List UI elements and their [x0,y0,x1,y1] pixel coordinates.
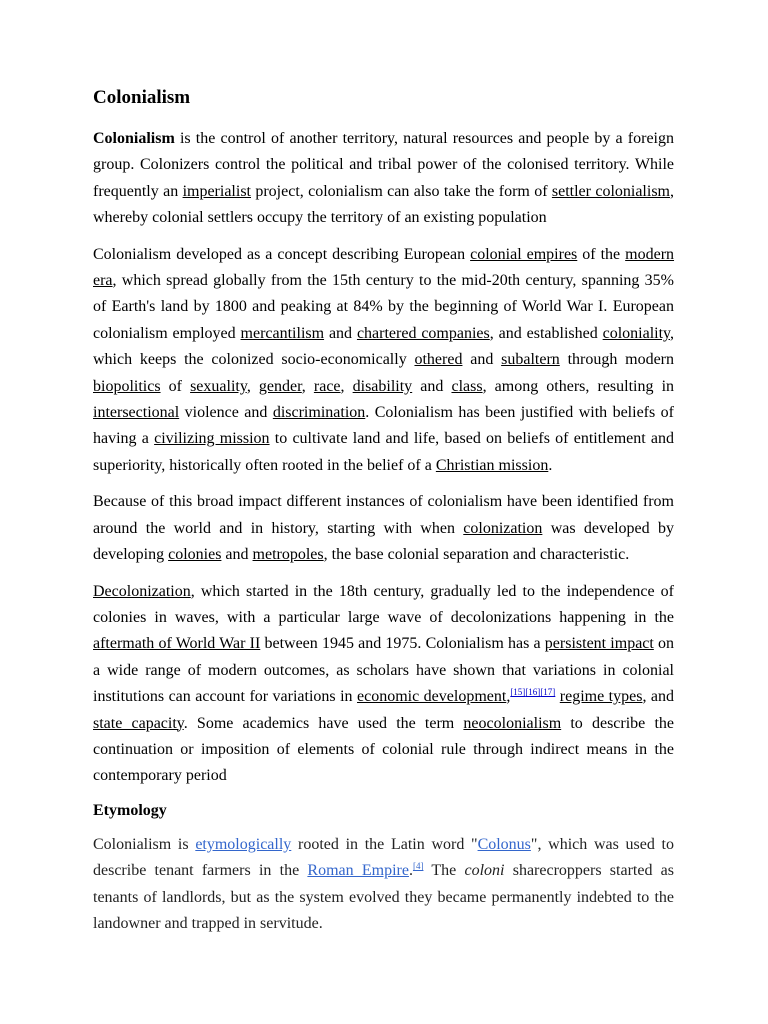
link-othered[interactable]: othered [414,351,463,369]
link-colonus[interactable]: Colonus [477,835,531,853]
link-race[interactable]: race [313,377,341,395]
paragraph-intro: Colonialism is the control of another territory, natural resources and people by a foreign group. Colonizers control the political and tribal power of the colonised territory. While frequently an imperialist project, colonialism can also take the form of settler colonialism, whereby colonial settlers occupy the territory of an existing population [93,130,674,227]
link-class[interactable]: class [451,377,483,395]
link-modern-era[interactable]: modern era [93,245,675,290]
link-civilizing-mission[interactable]: civilizing mission [154,430,270,448]
link-discrimination[interactable]: discrimination [272,404,366,422]
link-mercantilism[interactable]: mercantilism [240,324,325,342]
link-neocolonialism[interactable]: neocolonialism [463,714,562,732]
link-persistent-impact[interactable]: persistent impact [544,635,654,653]
link-intersectional[interactable]: intersectional [93,404,180,422]
link-coloniality[interactable]: coloniality [602,324,671,342]
link-aftermath-ww2[interactable]: aftermath of World War II [93,635,261,653]
link-state-capacity[interactable]: state capacity [93,714,184,732]
link-regime-types[interactable]: regime types [559,688,643,706]
link-economic-development[interactable]: economic development [357,688,507,706]
link-colonial-empires[interactable]: colonial empires [470,245,578,263]
citation-16[interactable]: [16] [525,687,541,698]
link-biopolitics[interactable]: biopolitics [93,377,161,395]
citation-15[interactable]: [15] [510,687,526,698]
bold-term: Colonialism [93,130,175,147]
article [93,84,674,947]
link-imperialist[interactable]: imperialist [182,182,251,200]
citation-4[interactable]: [4] [412,861,424,872]
etymology-heading: Etymology [93,801,167,819]
link-roman-empire[interactable]: Roman Empire [307,862,409,880]
link-sexuality[interactable]: sexuality [190,377,247,395]
page-title: Colonialism [93,87,191,108]
link-subaltern[interactable]: subaltern [501,351,560,369]
link-metropoles[interactable]: metropoles [252,546,324,564]
italic-term: coloni [464,862,505,880]
link-etymologically[interactable]: etymologically [195,835,292,853]
link-chartered-companies[interactable]: chartered companies [356,324,490,342]
paragraph-impact: Because of this broad impact different instances of colonialism have been identified from around the world and in history, starting with when colonization was developed by developing colonies and metropoles, the base colonial separation and characteristic. [93,493,674,564]
paragraph-etymology: Colonialism is etymologically rooted in the Latin word "Colonus", which was used to describe tenant farmers in the Roman Empire.[4] The coloni sharecroppers started as tenants of landlords, but as the system evolved they became permanently indebted to the landowner and trapped in servitude. [93,835,675,932]
citation-17[interactable]: [17] [540,687,556,698]
link-colonies[interactable]: colonies [168,546,222,564]
link-colonization[interactable]: colonization [463,519,543,537]
paragraph-decolonization: Decolonization, which started in the 18th century, gradually led to the independence of colonies in waves, with a particular large wave of decolonizations happening in the aftermath of World War II between 1945 and 1975. Colonialism has a persistent impact on a wide range of modern outcomes, as scholars have shown that variations in colonial institutions can account for variations in economic development,[15][16][17] regime types, and state capacity. Some academics have used the term neocolonialism to describe the continuation or imposition of elements of colonial rule through indirect means in the contemporary period [93,582,675,785]
link-settler-colonialism[interactable]: settler colonialism [551,182,670,200]
paragraph-history: Colonialism developed as a concept describing European colonial empires of the modern era, which spread globally from the 15th century to the mid-20th century, spanning 35% of Earth's land by 1800 and peaking at 84% by the beginning of World War I. European colonialism employed mercantilism and chartered companies, and established coloniality, which keeps the colonized socio-economically othered and subaltern through modern biopolitics of sexuality, gender, race, disability and class, among others, resulting in intersectional violence and discrimination. Colonialism has been justified with beliefs of having a civilizing mission to cultivate land and life, based on beliefs of entitlement and superiority, historically often rooted in the belief of a Christian mission. [93,245,675,474]
link-christian-mission[interactable]: Christian mission [435,456,549,474]
link-gender[interactable]: gender [258,377,302,395]
citation-group [510,687,555,697]
link-decolonization[interactable]: Decolonization [93,582,191,600]
link-disability[interactable]: disability [352,377,413,395]
